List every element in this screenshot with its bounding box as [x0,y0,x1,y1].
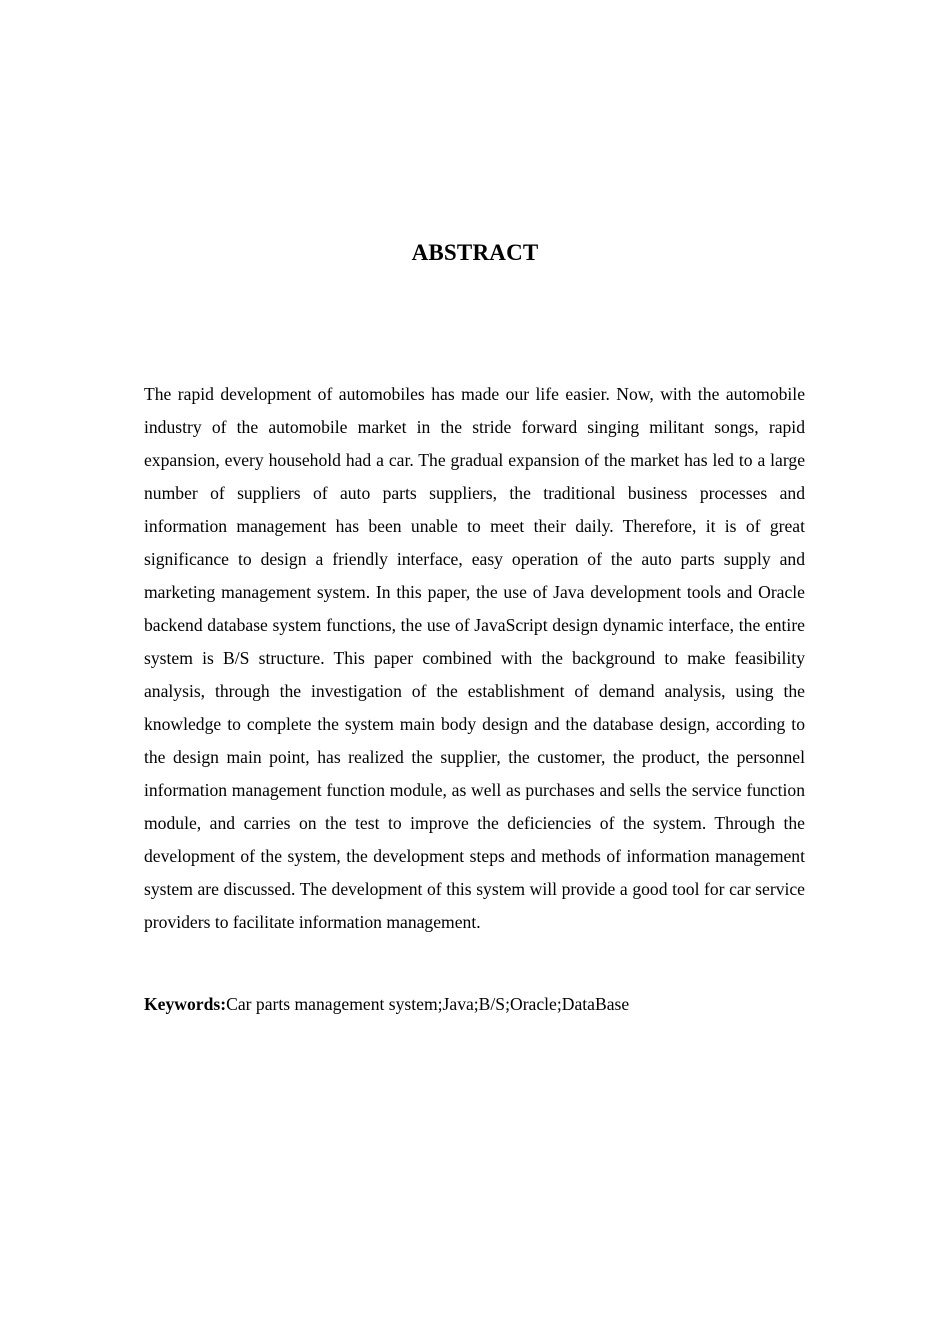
keywords-line [144,989,805,1019]
page-title: ABSTRACT [411,240,539,265]
keywords-value: Car parts management system;Java;B/S;Oracle;DataBase [226,994,630,1014]
abstract-paragraph: The rapid development of automobiles has made our life easier. Now, with the automobile industry of the automobile market in the stride forward singing militant songs, rapid expansion, every household had a car. The gradual expansion of the market has led to a large number of suppliers of auto parts suppliers, the traditional business processes and information management has been unable to meet their daily. Therefore, it is of great significance to design a friendly interface, easy operation of the auto parts supply and marketing management system. In this paper, the use of Java development tools and Oracle backend database system functions, the use of JavaScript design dynamic interface, the entire system is B/S structure. This paper combined with the background to make feasibility analysis, through the investigation of the establishment of demand analysis, using the knowledge to complete the system main body design and the database design, according to the design main point, has realized the supplier, the customer, the product, the personnel information management function module, as well as purchases and sells the service function module, and carries on the test to improve the deficiencies of the system. Through the development of the system, the development steps and methods of information management system are discussed. The development of this system will provide a good tool for car service providers to facilitate information management. [144,384,805,932]
keywords-label: Keywords: [144,994,227,1014]
